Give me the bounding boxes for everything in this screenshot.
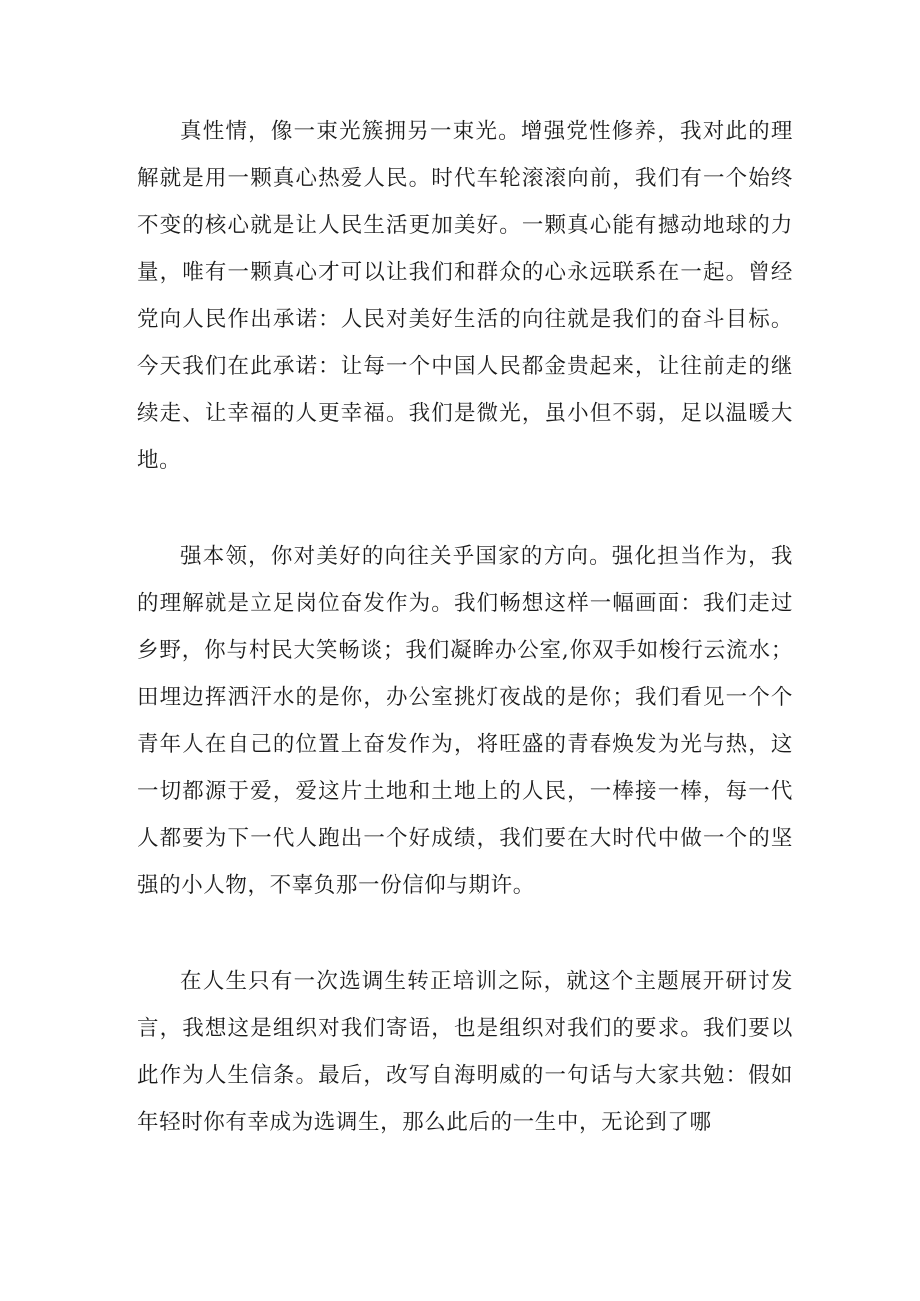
paragraph: 强本领，你对美好的向往关乎国家的方向。强化担当作为，我的理解就是立足岗位奋发作为。我们畅想这样一幅画面：我们走过乡野，你与村民大笑畅谈；我们凝眸办公室,你双手如梭行云流水；田埋边挥洒汗水的是你，办公室挑灯夜战的是你；我们看见一个个青年人在自己的位置上奋发作为，将旺盛的青春焕发为光与热，这一切都源于爱，爱这片土地和土地上的人民，一棒接一棒，每一代人都要为下一代人跑出一个好成绩，我们要在大时代中做一个的坚强的小人物，不辜负那一份信仰与期许。 — [137, 544, 793, 898]
paragraph: 真性情，像一束光簇拥另一束光。增强党性修养，我对此的理解就是用一颗真心热爱人民。时代车轮滚滚向前，我们有一个始终不变的核心就是让人民生活更加美好。一颗真心能有撼动地球的力量，唯有一颗真心才可以让我们和群众的心永远联系在一起。曾经党向人民作出承诺：人民对美好生活的向往就是我们的奋斗目标。今天我们在此承诺：让每一个中国人民都金贵起来，让往前走的继续走、让幸福的人更幸福。我们是微光，虽小但不弱，足以温暖大地。 — [137, 119, 793, 473]
document-body — [137, 108, 793, 1146]
paragraph: 在人生只有一次选调生转正培训之际，就这个主题展开研讨发言，我想这是组织对我们寄语，也是组织对我们的要求。我们要以此作为人生信条。最后，改写自海明威的一句话与大家共勉：假如年轻时你有幸成为选调生，那么此后的一生中，无论到了哪 — [137, 969, 793, 1135]
